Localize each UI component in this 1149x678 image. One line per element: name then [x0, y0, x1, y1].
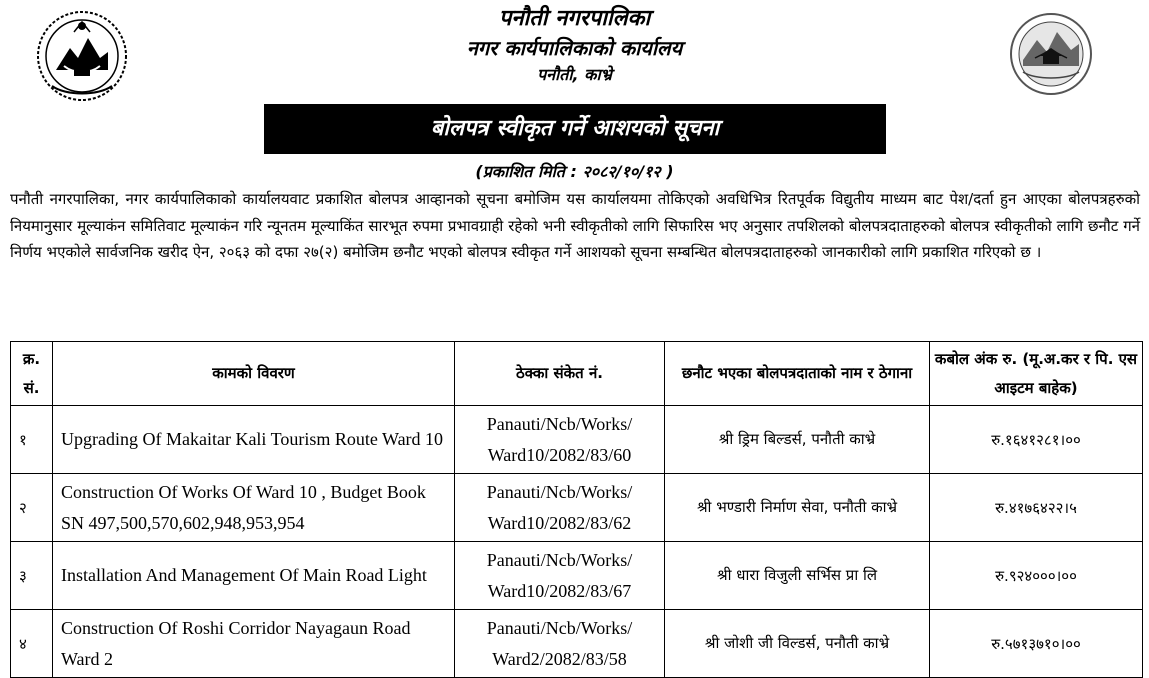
table-row — [11, 610, 1143, 678]
office-name: नगर कार्यपालिकाको कार्यालय — [466, 36, 683, 60]
table-row — [11, 474, 1143, 542]
contract-ref-line-2: Ward10/2082/83/62 — [487, 512, 632, 533]
selected-bids-table — [10, 341, 1143, 678]
contract-ref-line-2: Ward10/2082/83/67 — [487, 580, 632, 601]
contract-ref-line-1: Panauti/Ncb/Works/ — [486, 481, 633, 502]
municipality-name: पनौती नगरपालिका — [498, 6, 651, 31]
row-contract-ref — [455, 406, 665, 474]
office-title-block — [300, 4, 849, 88]
row-contract-ref — [455, 474, 665, 542]
table-row — [11, 542, 1143, 610]
header-bidder: छनौट भएका बोलपत्रदाताको नाम र ठेगाना — [665, 342, 930, 406]
row-amount: रु.४१७६४२२।५ — [930, 474, 1143, 542]
contract-ref-line-2: Ward10/2082/83/60 — [487, 444, 632, 465]
header-amount: कबोल अंक रु. (मू.अ.कर र पि. एस आइटम बाहेक) — [930, 342, 1143, 406]
header-contract-ref: ठेक्का संकेत नं. — [455, 342, 665, 406]
row-description: Construction Of Works Of Ward 10 , Budget Book SN 497,500,570,602,948,953,954 — [53, 474, 455, 542]
row-description: Upgrading Of Makaitar Kali Tourism Route Ward 10 — [53, 406, 455, 474]
intro-paragraph: पनौती नगरपालिका, नगर कार्यपालिकाको कार्यालयवाट प्रकाशित बोलपत्र आव्हानको सूचना बमोजिम यस कार्यालयमा तोकिएको अवधिभित्र रितपूर्वक विद्युतीय माध्यम बाट पेश/दर्ता हुन आएका बोलपत्रहरुको नियमानुसार मूल्याकंन समितिवाट मूल्याकंन गरि न्यूनतम मूल्याकिंत सारभूत रुपमा प्रभावग्राही रहेको भनी स्वीकृतीको लागि सिफारिस भए अनुसार तपशिलको बोलपत्रदाताहरुको बोलपत्र स्वीकृतीको लागि छनौट गर्ने निर्णय भएकोले सार्वजनिक खरीद ऐन, २०६३ को दफा २७(२) बमोजिम छनौट भएको बोलपत्र स्वीकृत गर्ने आशयको सूचना सम्बन्धित बोलपत्रदाताहरुको जानकारीको लागि प्रकाशित गरिएको छ । — [10, 190, 1140, 261]
row-sn: ४ — [11, 610, 53, 678]
published-date: (प्रकाशित मिति : २०८२/१०/१२ ) — [475, 162, 674, 181]
row-amount: रु.९२४०००।०० — [930, 542, 1143, 610]
row-bidder: श्री ड्रिम बिल्डर्स, पनौती काभ्रे — [665, 406, 930, 474]
row-bidder: श्री जोशी जी विल्डर्स, पनौती काभ्रे — [665, 610, 930, 678]
row-amount: रु.१६४१२८१।०० — [930, 406, 1143, 474]
row-bidder: श्री धारा विजुली सर्भिस प्रा लि — [665, 542, 930, 610]
page-header — [0, 0, 1149, 100]
municipality-logo — [1005, 10, 1101, 100]
row-contract-ref — [455, 542, 665, 610]
table-header-row — [11, 342, 1143, 406]
row-description: Construction Of Roshi Corridor Nayagaun Road Ward 2 — [53, 610, 455, 678]
contract-ref-line-1: Panauti/Ncb/Works/ — [486, 549, 633, 570]
office-location: पनौती, काभ्रे — [537, 65, 612, 84]
row-sn: १ — [11, 406, 53, 474]
contract-ref-line-1: Panauti/Ncb/Works/ — [486, 617, 633, 638]
row-bidder: श्री भण्डारी निर्माण सेवा, पनौती काभ्रे — [665, 474, 930, 542]
row-contract-ref — [455, 610, 665, 678]
notice-title-banner: बोलपत्र स्वीकृत गर्ने आशयको सूचना — [264, 104, 886, 154]
row-sn: ३ — [11, 542, 53, 610]
table-row — [11, 406, 1143, 474]
contract-ref-line-2: Ward2/2082/83/58 — [492, 648, 627, 669]
header-sn: क्र. सं. — [11, 342, 53, 406]
government-emblem-logo — [34, 8, 130, 104]
row-sn: २ — [11, 474, 53, 542]
contract-ref-line-1: Panauti/Ncb/Works/ — [486, 413, 633, 434]
row-amount: रु.५७१३७१०।०० — [930, 610, 1143, 678]
row-description: Installation And Management Of Main Road Light — [53, 542, 455, 610]
header-description: कामको विवरण — [53, 342, 455, 406]
